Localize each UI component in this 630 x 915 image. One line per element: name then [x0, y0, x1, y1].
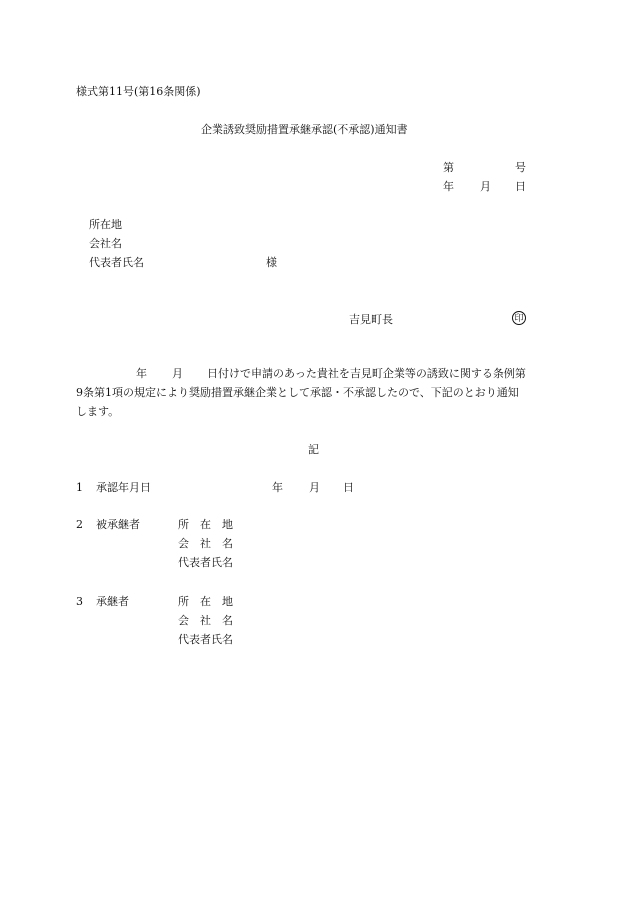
item3-label: 承継者	[96, 595, 129, 608]
body-year: 年	[136, 367, 147, 380]
item2-company: 会 社 名	[178, 537, 233, 550]
addressee-sama: 様	[266, 256, 277, 269]
addressee-company-label: 会社名	[89, 237, 122, 250]
body-month: 月	[172, 367, 183, 380]
ref-year: 年	[443, 180, 454, 193]
ref-day: 日	[515, 180, 526, 193]
ref-go: 号	[515, 161, 526, 174]
item3-rep: 代表者氏名	[178, 633, 233, 646]
item2-label: 被承継者	[96, 518, 140, 531]
item1-number: 1	[76, 481, 83, 494]
item1-year: 年	[272, 481, 283, 494]
item3-number: 3	[76, 595, 83, 608]
item1-label: 承認年月日	[96, 481, 151, 494]
form-number: 様式第11号(第16条関係)	[76, 85, 201, 98]
body-line2: 9条第1項の規定により奨励措置承継企業として承認・不承認したので、下記のとおり通知	[76, 386, 519, 399]
item2-number: 2	[76, 518, 83, 531]
addressee-rep-label: 代表者氏名	[89, 256, 144, 269]
body-line1: 日付けで申請のあった貴社を吉見町企業等の誘致に関する条例第	[207, 367, 526, 380]
document-title: 企業誘致奨励措置承継承認(不承認)通知書	[201, 123, 408, 136]
addressee-address-label: 所在地	[89, 218, 122, 231]
issuer-name: 吉見町長	[349, 313, 393, 326]
body-line3: します。	[76, 405, 120, 418]
item2-rep: 代表者氏名	[178, 556, 233, 569]
item3-company: 会 社 名	[178, 614, 233, 627]
seal-stamp: 印	[512, 311, 526, 325]
item1-day: 日	[343, 481, 354, 494]
ki-heading: 記	[308, 443, 319, 456]
item2-address: 所 在 地	[178, 518, 233, 531]
item3-address: 所 在 地	[178, 595, 233, 608]
item1-month: 月	[309, 481, 320, 494]
ref-dai: 第	[443, 161, 454, 174]
ref-month: 月	[480, 180, 491, 193]
